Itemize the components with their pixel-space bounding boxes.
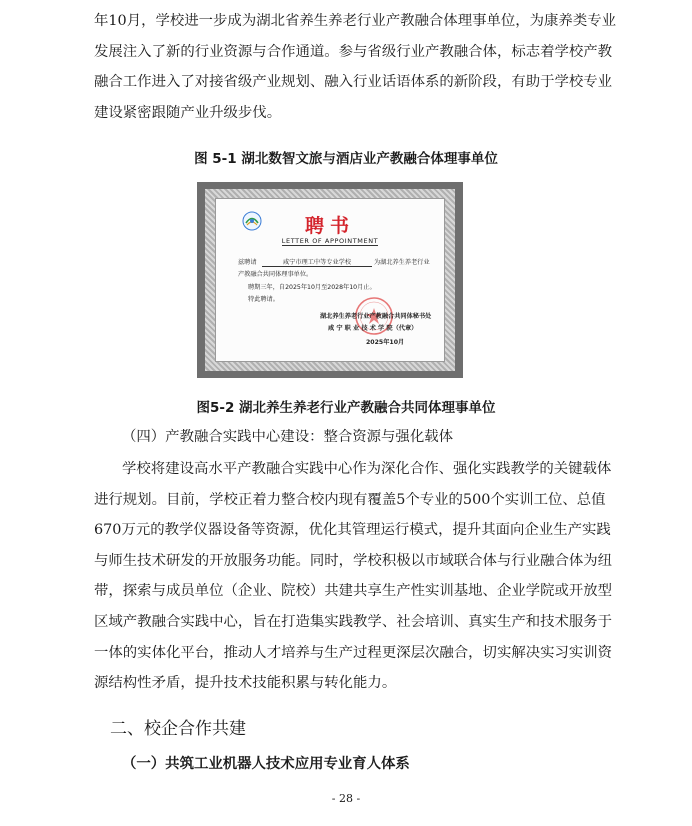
certificate-term: 聘期三年，自2025年10月至2028年10月止。 <box>248 284 376 291</box>
text-line: 学校将建设高水平产教融合实践中心作为深化合作、强化实践教学的关键载体 <box>122 461 612 477</box>
text-line: 与师生技术研发的开放服务功能。同时，学校积极以市域联合体与行业融合体为纽 <box>94 552 613 569</box>
certificate-line2: 产教融合共同体理事单位。 <box>238 271 313 278</box>
text-line: 建设紧密跟随产业升级步伐。 <box>94 104 282 121</box>
text-line: 发展注入了新的行业资源与合作通道。参与省级行业产教融合体，标志着学校产教 <box>94 43 613 60</box>
figure-caption-5-2: 图5-2 湖北养生养老行业产教融合共同体理事单位 <box>196 400 496 416</box>
text-line: 区域产教融合实践中心，旨在打造集实践教学、社会培训、真实生产和技术服务于 <box>94 613 613 630</box>
certificate-subtitle <box>216 237 444 245</box>
chapter-heading: 二、校企合作共建 <box>110 719 246 739</box>
text-line: 进行规划。目前，学校正着力整合校内现有覆盖5个专业的500个实训工位、总值 <box>94 491 606 508</box>
subsection-heading: （一）共筑工业机器人技术应用专业育人体系 <box>122 755 410 772</box>
page-number: - 28 - <box>331 792 361 805</box>
text-line: 670万元的教学仪器设备等资源，优化其管理运行模式，提升其面向企业生产实践 <box>94 522 611 539</box>
certificate-title: 聘书 <box>304 215 355 237</box>
certificate-subtitle-text: LETTER OF APPOINTMENT <box>281 237 379 245</box>
certificate-issuer-2: 咸 宁 职 业 技 术 学 院（代章） <box>328 325 418 332</box>
paragraph-practice-center <box>94 454 613 699</box>
text-line: 一体的实体化平台，推动人才培养与生产过程更深层次融合，切实解决实习实训资 <box>94 644 613 661</box>
certificate-line1-prefix: 兹聘请 <box>238 259 257 266</box>
text-line: 带，探索与成员单位（企业、院校）共建共享生产性实训基地、企业学院或开放型 <box>94 583 613 600</box>
section-heading-text: （四）产教融合实践中心建设：整合资源与强化载体 <box>122 429 453 445</box>
figure-caption-5-1: 图 5-1 湖北数智文旅与酒店业产教融合体理事单位 <box>194 151 498 167</box>
section-heading-4 <box>94 422 602 453</box>
text-line: 年10月，学校进一步成为湖北省养生养老行业产教融合体理事单位，为康养类专业 <box>94 13 616 29</box>
text-line: 源结构性矛盾，提升技术技能积累与转化能力。 <box>94 675 397 692</box>
certificate-image <box>197 182 463 378</box>
certificate-line1-suffix: 为湖北养生养老行业 <box>374 259 430 266</box>
certificate-body <box>215 198 445 362</box>
certificate-issuer-1: 湖北养生养老行业产教融合共同体秘书处 <box>320 313 432 320</box>
certificate-closing: 特此聘请。 <box>248 296 279 303</box>
certificate-appointee: 咸宁市理工中等专业学校 <box>262 257 372 267</box>
text-line: 融合工作进入了对接省级产业规划、融入行业话语体系的新阶段，有助于学校专业 <box>94 74 613 91</box>
paragraph-industry-alliance <box>94 6 616 128</box>
certificate-border <box>205 189 455 371</box>
certificate-date: 2025年10月 <box>366 339 405 346</box>
